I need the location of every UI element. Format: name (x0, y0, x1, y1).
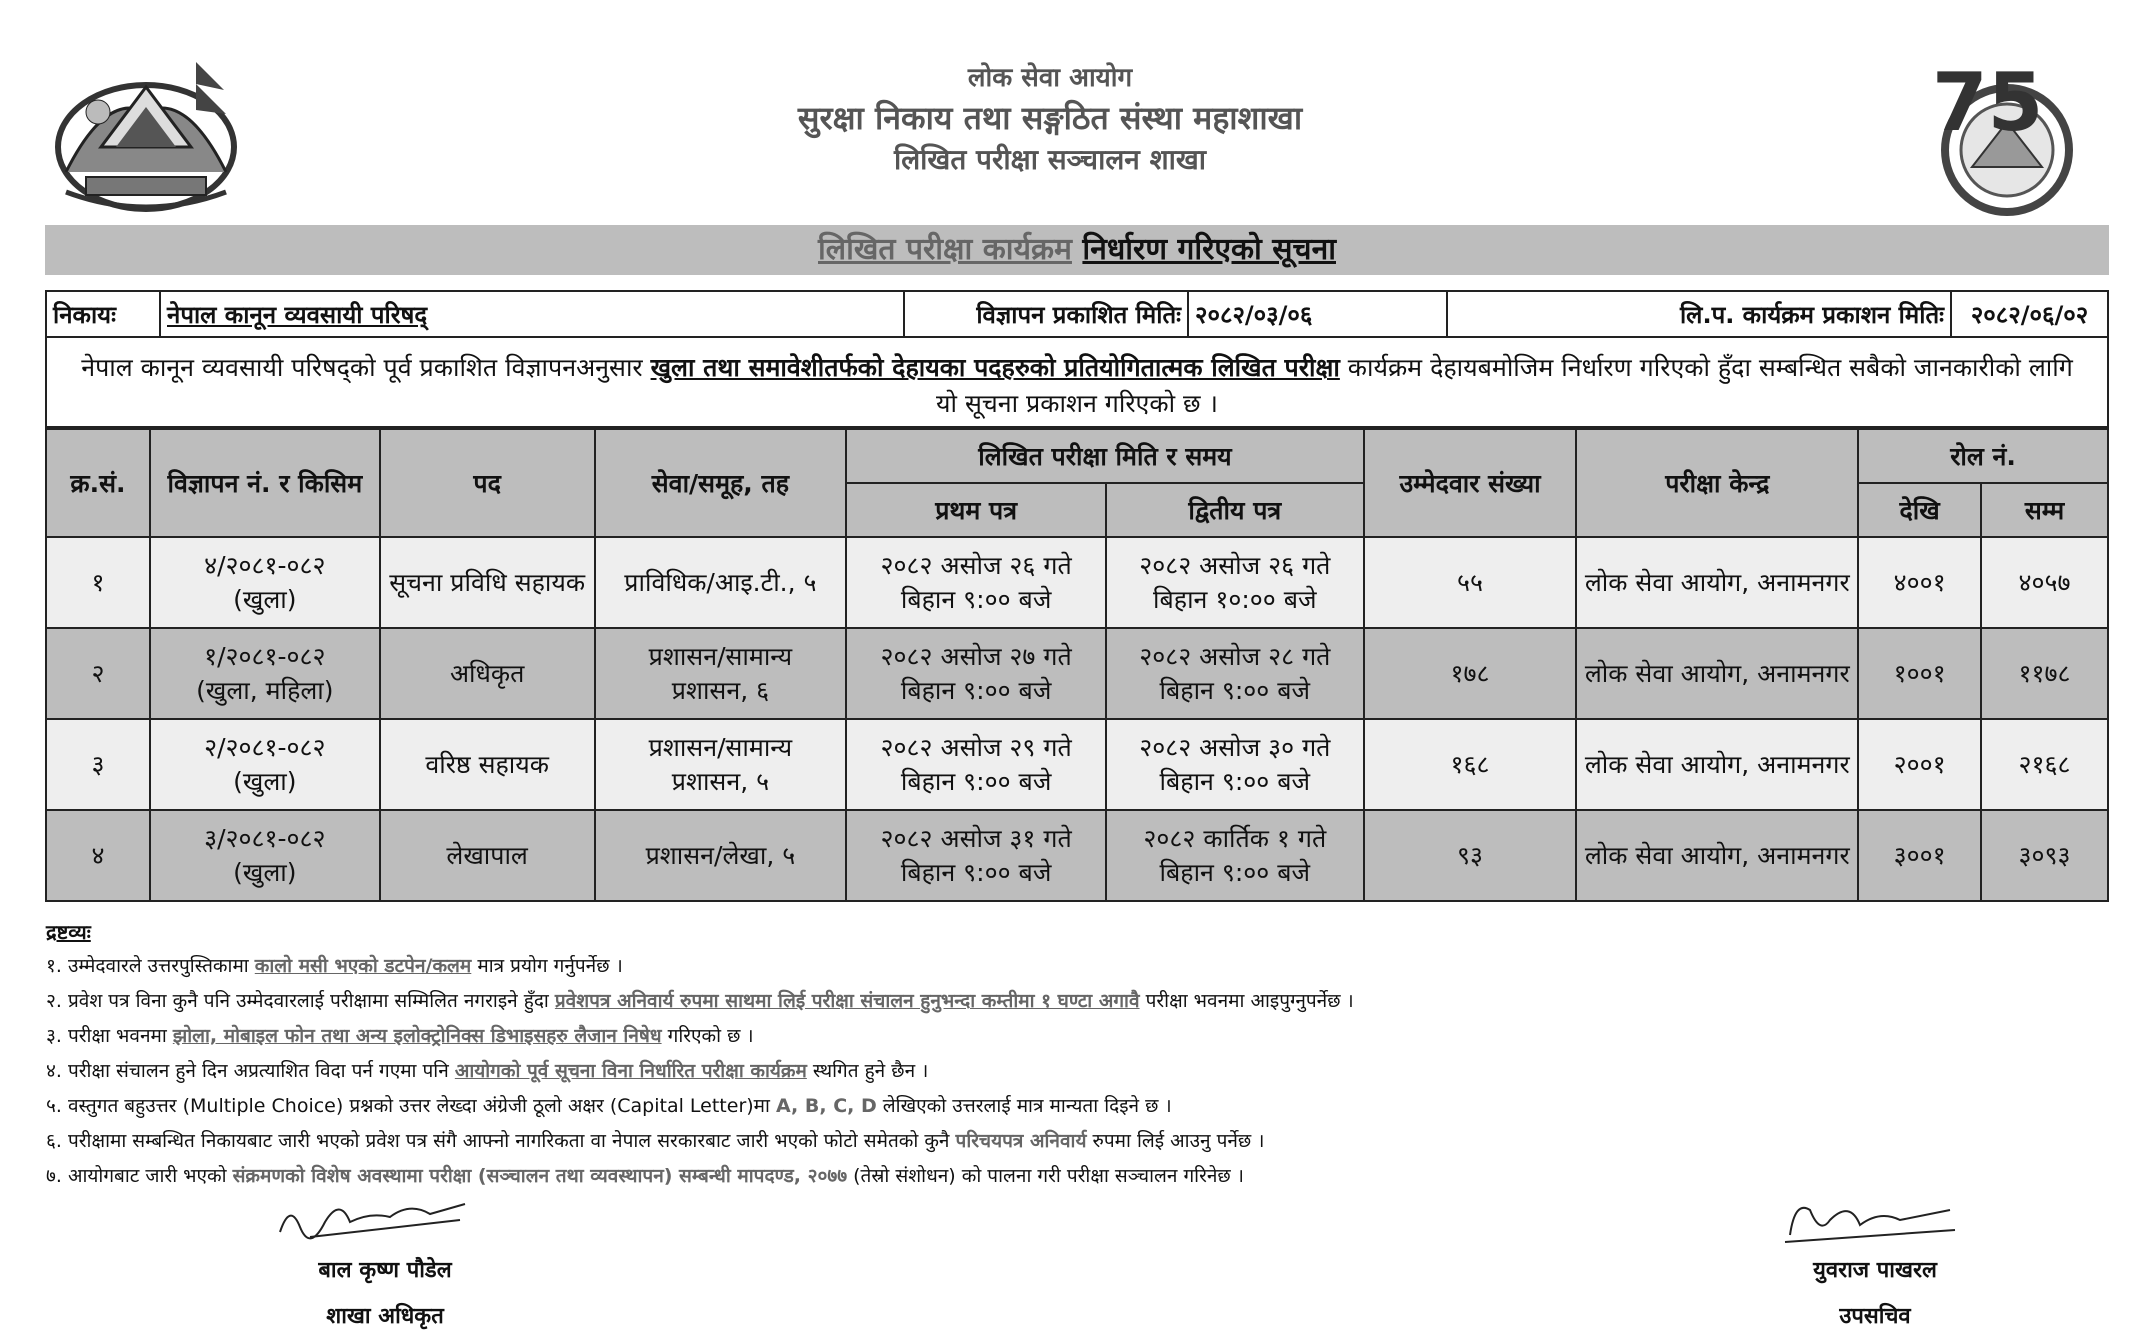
note-text: ७. आयोगबाट जारी भएको (46, 1165, 233, 1187)
paper2-date: २०८२ असोज २८ गते (1139, 641, 1331, 671)
cell-adno (150, 537, 380, 628)
cell-adno (150, 628, 380, 719)
cell-paper2 (1106, 537, 1364, 628)
cell-roll-from: ४००१ (1858, 537, 1981, 628)
left-signature-icon (270, 1192, 470, 1242)
service-line1: प्राविधिक/आइ.टी., ५ (624, 567, 817, 597)
note-text: २. प्रवेश पत्र विना कुनै पनि उम्मेदवारलाई परीक्षामा सम्मिलित नगराइने हुँदा (46, 990, 555, 1012)
cell-service (595, 719, 847, 810)
cell-candidates: १६८ (1364, 719, 1577, 810)
note-item (46, 1162, 1244, 1188)
note-highlight: आयोगको पूर्व सूचना विना निर्धारित परीक्षा कार्यक्रम (454, 1060, 807, 1082)
paper1-date: २०८२ असोज २९ गते (880, 732, 1072, 762)
col-header-roll-from: देखि (1858, 483, 1981, 537)
service-line1: प्रशासन/सामान्य (648, 641, 793, 671)
paper1-time: बिहान ९:०० बजे (900, 675, 1052, 705)
cell-candidates: ५५ (1364, 537, 1577, 628)
service-line1: प्रशासन/लेखा, ५ (645, 840, 796, 870)
header-division-name: सुरक्षा निकाय तथा सङ्गठित संस्था महाशाखा (797, 99, 1303, 137)
paper1-date: २०८२ असोज २६ गते (880, 550, 1072, 580)
cell-roll-from: २००१ (1858, 719, 1981, 810)
paper1-date: २०८२ असोज ३१ गते (880, 823, 1072, 853)
cell-adno (150, 719, 380, 810)
adno-number: ४/२०८१-०८२ (204, 550, 326, 580)
adno-type: (खुला) (233, 584, 297, 614)
cell-center: लोक सेवा आयोग, अनामनगर (1576, 537, 1858, 628)
note-text: ४. परीक्षा संचालन हुने दिन अप्रत्याशित विदा पर्न गएमा पनि (46, 1060, 455, 1082)
left-signatory-title: शाखा अधिकृत (326, 1304, 444, 1329)
cell-roll-from: १००१ (1858, 628, 1981, 719)
service-line2: प्रशासन, ५ (671, 766, 770, 796)
cell-post: अधिकृत (380, 628, 595, 719)
adno-number: २/२०८१-०८२ (204, 732, 326, 762)
cell-candidates: ९३ (1364, 810, 1577, 901)
note-text: ३. परीक्षा भवनमा (46, 1025, 173, 1047)
col-header-exam-date: लिखित परीक्षा मिति र समय (846, 429, 1363, 483)
prog-date-value: २०८२/०६/०२ (1951, 291, 2108, 337)
col-header-center: परीक्षा केन्द्र (1576, 429, 1858, 537)
cell-sn: ३ (46, 719, 150, 810)
cell-paper1 (846, 719, 1106, 810)
adno-type: (खुला, महिला) (196, 675, 334, 705)
paper2-time: बिहान ९:०० बजे (1159, 857, 1311, 887)
notice-title-part1: लिखित परीक्षा कार्यक्रम (818, 232, 1072, 267)
note-item (46, 952, 623, 978)
col-header-sn: क्र.सं. (46, 429, 150, 537)
cell-service (595, 537, 847, 628)
notice-text-pre: नेपाल कानून व्यवसायी परिषद्को पूर्व प्रकाशित विज्ञापनअनुसार (81, 353, 651, 382)
paper1-date: २०८२ असोज २७ गते (880, 641, 1072, 671)
right-signature-icon (1780, 1190, 1960, 1250)
cell-candidates: १७८ (1364, 628, 1577, 719)
cell-paper1 (846, 628, 1106, 719)
paper1-time: बिहान ९:०० बजे (900, 584, 1052, 614)
adno-number: ३/२०८१-०८२ (204, 823, 326, 853)
cell-paper2 (1106, 810, 1364, 901)
col-header-roll: रोल नं. (1858, 429, 2108, 483)
note-highlight: संक्रमणको विशेष अवस्थामा परीक्षा (सञ्चालन तथा व्यवस्थापन) सम्बन्धी मापदण्ड, २०७७ (232, 1165, 848, 1187)
table-row (46, 810, 2108, 901)
col-header-service: सेवा/समूह, तह (595, 429, 847, 537)
service-line1: प्रशासन/सामान्य (648, 732, 793, 762)
org-label: निकायः (46, 291, 160, 337)
paper2-time: बिहान ९:०० बजे (1159, 766, 1311, 796)
notice-text-bold: खुला तथा समावेशीतर्फको देहायका पदहरुको प्रतियोगितात्मक लिखित परीक्षा (650, 353, 1340, 382)
note-item (46, 1127, 1264, 1153)
paper1-time: बिहान ९:०० बजे (900, 857, 1052, 887)
paper2-date: २०८२ असोज २६ गते (1139, 550, 1331, 580)
cell-service (595, 628, 847, 719)
notes-title: द्रष्टव्यः (46, 920, 91, 944)
col-header-post: पद (380, 429, 595, 537)
notice-title (45, 225, 2109, 275)
note-text: ६. परीक्षामा सम्बन्धित निकायबाट जारी भएको प्रवेश पत्र संगै आफ्नो नागरिकता वा नेपाल सरकारबाट जारी भएको फोटो समेतको कुनै (46, 1130, 956, 1152)
table-row (46, 628, 2108, 719)
note-item (46, 987, 1354, 1013)
notice-title-part2: निर्धारण गरिएको सूचना (1082, 232, 1336, 267)
cell-paper1 (846, 537, 1106, 628)
paper2-time: बिहान ९:०० बजे (1159, 675, 1311, 705)
note-text: १. उम्मेदवारले उत्तरपुस्तिकामा (46, 955, 255, 977)
nepal-emblem-icon (46, 52, 246, 222)
note-highlight: A, B, C, D (776, 1095, 877, 1117)
cell-roll-from: ३००१ (1858, 810, 1981, 901)
note-highlight: प्रवेशपत्र अनिवार्य रुपमा साथमा लिई परीक्षा संचालन हुनुभन्दा कम्तीमा १ घण्टा अगावै (554, 990, 1140, 1012)
paper1-time: बिहान ९:०० बजे (900, 766, 1052, 796)
col-header-adno: विज्ञापन नं. र किसिम (150, 429, 380, 537)
cell-post: सूचना प्रविधि सहायक (380, 537, 595, 628)
paper2-date: २०८२ कार्तिक १ गते (1143, 823, 1327, 853)
note-text: ५. वस्तुगत बहुउत्तर (Multiple Choice) प्रश्नको उत्तर लेख्दा अंग्रेजी ठूलो अक्षर (Capital Letter)मा (46, 1095, 776, 1117)
note-text: गरिएको छ । (661, 1025, 754, 1047)
ad-date-label: विज्ञापन प्रकाशित मितिः (904, 291, 1188, 337)
table-row (46, 719, 2108, 810)
cell-roll-to: २१६८ (1981, 719, 2108, 810)
info-table (45, 290, 2109, 338)
note-item (46, 1092, 1172, 1118)
cell-center: लोक सेवा आयोग, अनामनगर (1576, 628, 1858, 719)
notice-paragraph (45, 336, 2109, 428)
cell-roll-to: ३०९३ (1981, 810, 2108, 901)
note-item (46, 1022, 754, 1048)
note-text: रुपमा लिई आउनु पर्नेछ । (1086, 1130, 1265, 1152)
note-text: (तेस्रो संशोधन) को पालना गरी परीक्षा सञ्चालन गरिनेछ । (847, 1165, 1244, 1187)
adno-number: १/२०८१-०८२ (204, 641, 326, 671)
cell-post: लेखापाल (380, 810, 595, 901)
cell-sn: २ (46, 628, 150, 719)
logo-75-text: 75 (1932, 56, 2044, 149)
header-section-name: लिखित परीक्षा सञ्चालन शाखा (893, 143, 1207, 176)
cell-paper1 (846, 810, 1106, 901)
col-header-candidates: उम्मेदवार संख्या (1364, 429, 1577, 537)
cell-roll-to: ४०५७ (1981, 537, 2108, 628)
org-value: नेपाल कानून व्यवसायी परिषद् (160, 291, 904, 337)
prog-date-label: लि.प. कार्यक्रम प्रकाशन मितिः (1447, 291, 1951, 337)
cell-sn: ४ (46, 810, 150, 901)
right-signatory-name: युवराज पाखरल (1813, 1258, 1937, 1283)
adno-type: (खुला) (233, 766, 297, 796)
cell-center: लोक सेवा आयोग, अनामनगर (1576, 810, 1858, 901)
paper2-date: २०८२ असोज ३० गते (1139, 732, 1331, 762)
note-text: परीक्षा भवनमा आइपुग्नुपर्नेछ । (1139, 990, 1354, 1012)
cell-paper2 (1106, 628, 1364, 719)
note-highlight: झोला, मोबाइल फोन तथा अन्य इलोक्ट्रोनिक्स डिभाइसहरु लैजान निषेध (172, 1025, 662, 1047)
adno-type: (खुला) (233, 857, 297, 887)
col-header-roll-to: सम्म (1981, 483, 2108, 537)
cell-center: लोक सेवा आयोग, अनामनगर (1576, 719, 1858, 810)
exam-schedule-table (45, 428, 2109, 902)
left-signatory-name: बाल कृष्ण पौडेल (318, 1258, 452, 1283)
note-item (46, 1057, 928, 1083)
cell-roll-to: ११७८ (1981, 628, 2108, 719)
cell-service (595, 810, 847, 901)
cell-sn: १ (46, 537, 150, 628)
note-text: मात्र प्रयोग गर्नुपर्नेछ । (471, 955, 623, 977)
cell-paper2 (1106, 719, 1364, 810)
psc-75-years-logo-icon (1912, 52, 2092, 222)
col-header-paper2: द्वितीय पत्र (1106, 483, 1364, 537)
cell-post: वरिष्ठ सहायक (380, 719, 595, 810)
note-highlight: परिचयपत्र अनिवार्य (955, 1130, 1087, 1152)
table-row (46, 537, 2108, 628)
notice-text-post: कार्यक्रम देहायबमोजिम निर्धारण गरिएको हुँदा सम्बन्धित सबैको जानकारीको लागि यो सूचना प्रकाशन गरिएको छ । (936, 353, 2073, 418)
note-highlight: कालो मसी भएको डटपेन/कलम (254, 955, 472, 977)
cell-adno (150, 810, 380, 901)
service-line2: प्रशासन, ६ (671, 675, 770, 705)
note-text: लेखिएको उत्तरलाई मात्र मान्यता दिइने छ । (876, 1095, 1172, 1117)
header-commission-name: लोक सेवा आयोग (967, 63, 1133, 93)
right-signatory-title: उपसचिव (1839, 1304, 1911, 1329)
ad-date-value: २०८२/०३/०६ (1188, 291, 1447, 337)
col-header-paper1: प्रथम पत्र (846, 483, 1106, 537)
note-text: स्थगित हुने छैन । (806, 1060, 929, 1082)
paper2-time: बिहान १०:०० बजे (1153, 584, 1317, 614)
